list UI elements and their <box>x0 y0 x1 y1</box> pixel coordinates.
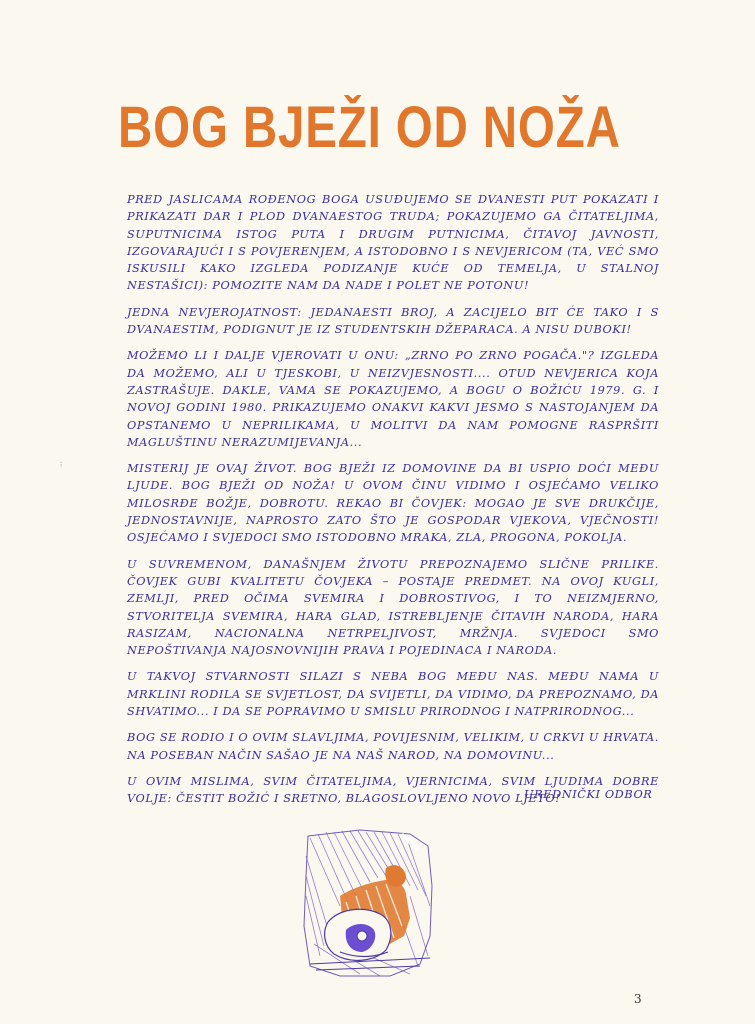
page-number: 3 <box>634 992 642 1006</box>
paragraph: U OVIM MISLIMA, SVIM ČITATELJIMA, VJERNICIMA, SVIM LJUDIMA DOBRE VOLJE: ČESTIT BOŽIĆ I SRETNO, BLAGOSLOVLJENO NOVO LJETO! <box>127 774 659 806</box>
paragraph: U SUVREMENOM, DANAŠNJEM ŽIVOTU PREPOZNAJEMO SLIČNE PRILIKE. ČOVJEK GUBI KVALITETU ČOVJEKA – POSTAJE PREDMET. NA OVOJ KUGLI, ZEMLJI, PRED OČIMA SVEMIRA I DOBROSTIVOG, I TO NEIZMJERNO, STVORITELJA SVEMIRA, HARA GLAD, ISTREBLJENJE ČITAVIH NARODA, HARA RASIZAM, NACIONALNA NETRPELJIVOST, MRŽNJA. SVJEDOCI SMO NEPOŠTIVANJA NAJOSNOVNIJIH PRAVA I POJEDINACA I NARODA. <box>127 557 659 658</box>
editorial-body <box>127 191 659 817</box>
paragraph: U TAKVOJ STVARNOSTI SILAZI S NEBA BOG MEĐU NAS. MEĐU NAMA U MRKLINI RODILA SE SVJETLOST, DA SVIJETLI, DA VIDIMO, DA PREPOZNAMO, DA SHVATIMO... I DA SE POPRAVIMO U SMISLU PRIRODNOG I NATPRIRODNOG... <box>127 670 659 719</box>
page-title: BOG BJEŽI OD NOŽA <box>118 95 621 160</box>
paragraph: PRED JASLICAMA ROĐENOG BOGA USUĐUJEMO SE DVANESTI PUT POKAZATI I PRIKAZATI DAR I PLOD DVANAESTOG TRUDA; POKAZUJEMO GA ČITATELJIMA, SUPUTNICIMA ISTOG PUTA I DRUGIM PUTNICIMA, ČITAVOJ JAVNOSTI, IZGOVARAJUĆI I S POVJERENJEM, A ISTODOBNO I S NEVJERICOM (TA, VEĆ SMO ISKUSILI KAKO IZGLEDA PODIZANJE KUĆE OD TEMELJA, U STALNOJ NESTAŠICI): POMOZITE NAM DA NADE I POLET NE POTONU! <box>127 193 659 293</box>
paragraph: MOŽEMO LI I DALJE VJEROVATI U ONU: „ZRNO PO ZRNO POGAČA."? IZGLEDA DA MOŽEMO, ALI U TJESKOBI, U NEIZVJESNOSTI.... OTUD NEVJERICA KOJA ZASTRAŠUJE. DAKLE, VAMA SE POKAZUJEMO, A BOGU O BOŽIĆU 1979. G. I NOVOJ GODINI 1980. PRIKAZUJEMO ONAKVI KAKVI JESMO S NASTOJANJEM DA OPSTANEMO U NEPRILIKAMA, U MOLITVI DA NAM POMOGNE RASPRŠITI MAGLUŠTINU NERAZUMIJEVANJA... <box>127 349 659 449</box>
margin-mark: ⁝ <box>60 461 63 469</box>
paragraph: MISTERIJ JE OVAJ ŽIVOT. BOG BJEŽI IZ DOMOVINE DA BI USPIO DOĆI MEĐU LJUDE. BOG BJEŽI OD NOŽA! U OVOM ČINU VIDIMO I OSJEĆAMO VELIKO MILOSRĐE BOŽJE, DOBROTU. REKAO BI ČOVJEK: MOGAO JE SVE DRUKČIJE, JEDNOSTAVNIJE, NAPROSTO ZATO ŠTO JE GOSPODAR VJEKOVA, VJEČNOSTI! OSJEĆAMO I SVJEDOCI SMO ISTODOBNO MRAKA, ZLA, PROGONA, POKOLJA. <box>127 462 659 545</box>
paragraph: JEDNA NEVJEROJATNOST: JEDANAESTI BROJ, A ZACIJELO BIT ĆE TAKO I S DVANAESTIM, PODIGNUT JE IZ STUDENTSKIH DŽEPARACA. A NISU DUBOKI! <box>127 305 659 337</box>
nativity-illustration <box>300 826 450 980</box>
paragraph: BOG SE RODIO I O OVIM SLAVLJIMA, POVIJESNIM, VELIKIM, U CRKVI U HRVATA. NA POSEBAN NAČIN SAŠAO JE NA NAŠ NAROD, NA DOMOVINU... <box>127 731 659 762</box>
signature: UREDNIČKI ODBOR <box>524 788 653 801</box>
